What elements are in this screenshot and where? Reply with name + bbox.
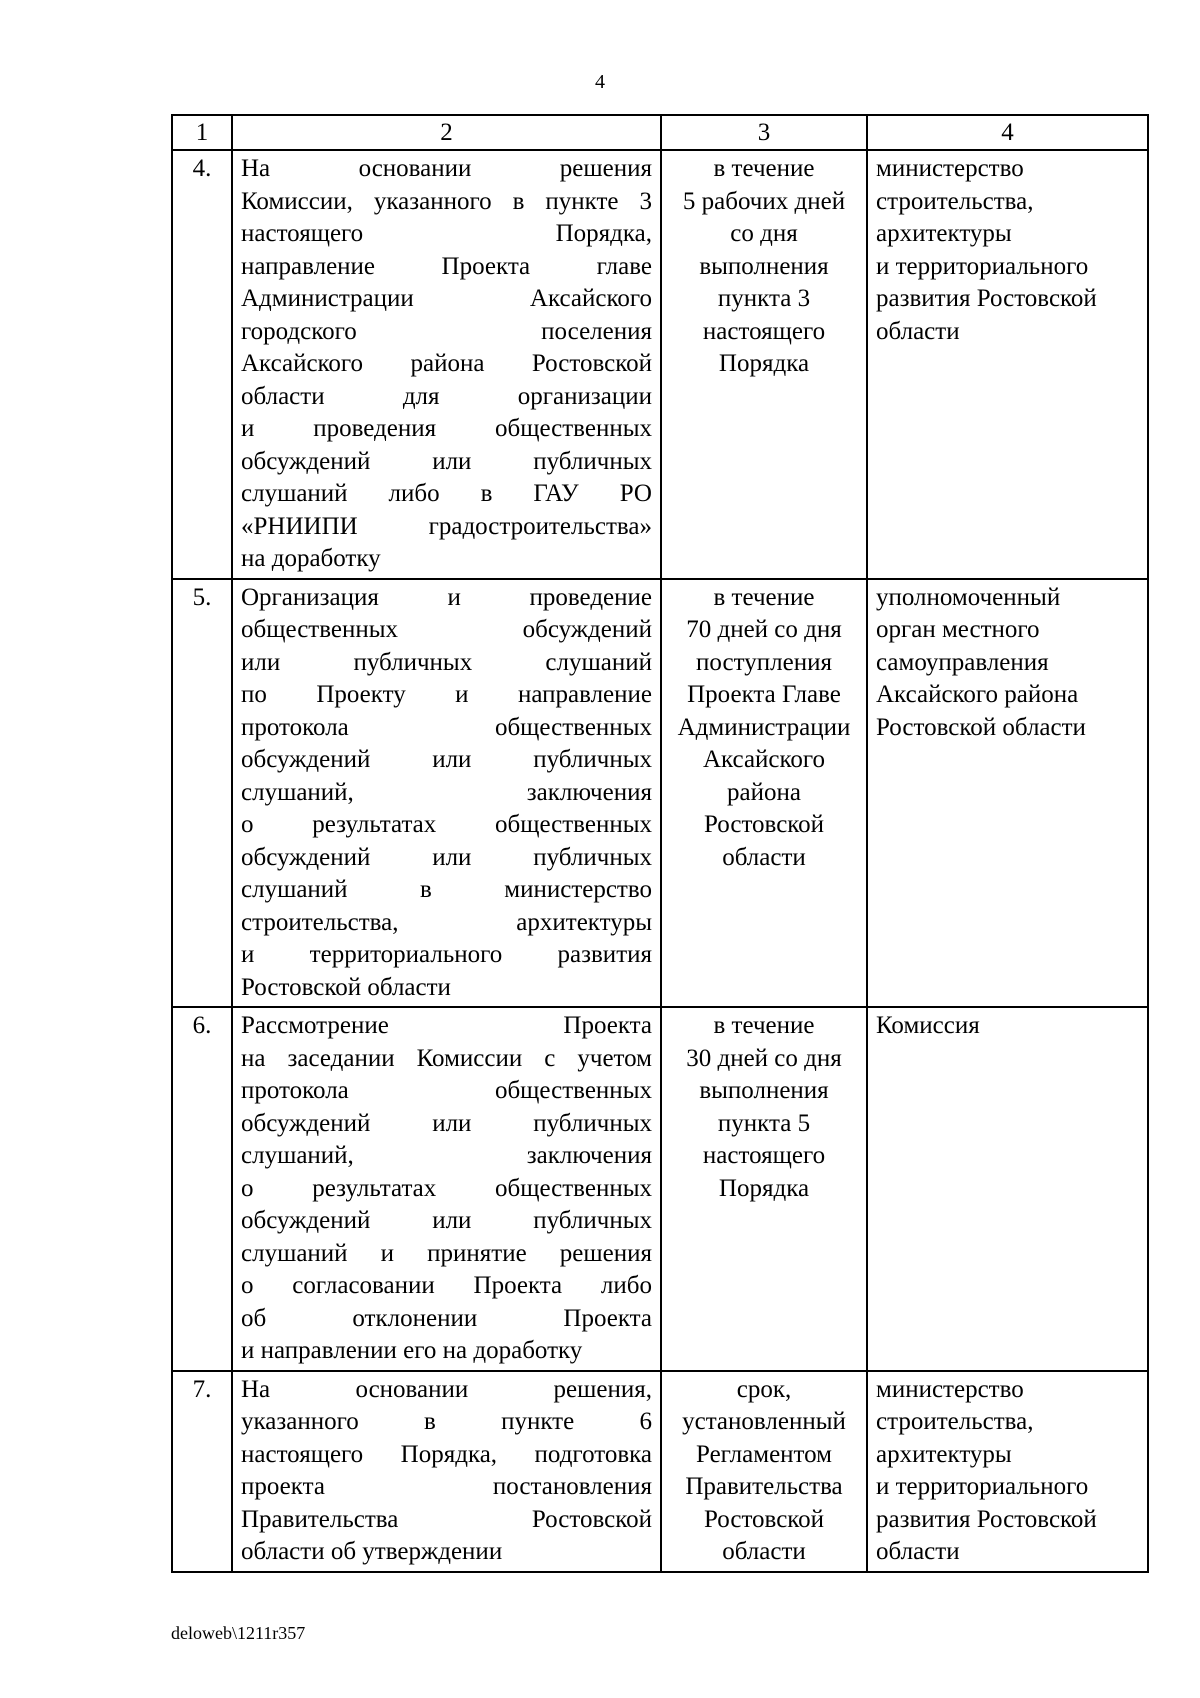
- table-row: [172, 579, 1148, 1008]
- action-description: [232, 1007, 661, 1371]
- deadline-line: Ростовской: [703, 1505, 825, 1533]
- row-number: 5.: [172, 579, 232, 1008]
- description-line: области для организации: [241, 382, 652, 410]
- action-description: [232, 579, 661, 1008]
- responsible-line: развития Ростовской: [876, 1505, 1097, 1533]
- table-row: [172, 1371, 1148, 1572]
- table-header-row: [172, 115, 1148, 150]
- responsible-line: архитектуры: [876, 220, 1012, 247]
- description-line: на заседании Комиссии с учетом: [241, 1044, 652, 1072]
- description-line: области об утверждении: [241, 1538, 503, 1565]
- deadline-cell: [661, 579, 867, 1008]
- description-line: о результатах общественных: [241, 1174, 652, 1202]
- description-line: Правительства Ростовской: [241, 1505, 652, 1533]
- deadline-line: Правительства: [685, 1473, 843, 1500]
- deadline-line: 5 рабочих дней: [682, 187, 846, 215]
- deadline-line: пункта 5: [717, 1109, 811, 1137]
- responsible-cell: [867, 1371, 1148, 1572]
- responsible-line: Ростовской области: [876, 713, 1086, 741]
- description-line: Организация и проведение: [241, 583, 652, 611]
- description-line: и направлении его на доработку: [241, 1337, 583, 1364]
- description-line: Рассмотрение Проекта: [241, 1012, 652, 1039]
- responsible-line: строительства,: [876, 187, 1034, 215]
- deadline-line: выполнения: [699, 252, 829, 280]
- deadline-line: Порядка: [718, 350, 810, 377]
- action-description: [232, 1371, 661, 1572]
- deadline-line: срок,: [736, 1375, 792, 1403]
- procedure-table: [171, 114, 1149, 1573]
- description-line: протокола общественных: [241, 1077, 652, 1104]
- description-line: слушаний, заключения: [241, 778, 652, 806]
- deadline-cell: [661, 150, 867, 579]
- row-number: 7.: [172, 1371, 232, 1572]
- description-line: слушаний в министерство: [241, 876, 652, 903]
- description-line: проекта постановления: [241, 1473, 652, 1500]
- deadline-line: настоящего: [702, 1142, 826, 1169]
- header-col-3: 3: [661, 115, 867, 150]
- description-line: обсуждений или публичных: [241, 1207, 652, 1234]
- deadline-line: области: [722, 1538, 806, 1565]
- deadline-line: Регламентом: [696, 1440, 832, 1468]
- table-body: [172, 150, 1148, 1572]
- deadline-line: области: [722, 843, 806, 871]
- description-line: об отклонении Проекта: [241, 1304, 652, 1332]
- deadline-line: в течение: [713, 155, 815, 182]
- description-line: указанного в пункте 6: [241, 1408, 652, 1435]
- header-col-2: 2: [232, 115, 661, 150]
- deadline-line: Проекта Главе: [687, 681, 841, 708]
- description-line: слушаний, заключения: [241, 1142, 652, 1169]
- description-line: на доработку: [241, 545, 381, 572]
- row-number: 6.: [172, 1007, 232, 1371]
- page-number: 4: [595, 71, 605, 93]
- responsible-line: Комиссия: [876, 1012, 980, 1039]
- deadline-line: Ростовской: [703, 811, 825, 838]
- responsible-line: области: [876, 1538, 960, 1565]
- description-line: по Проекту и направление: [241, 681, 652, 708]
- description-line: и проведения общественных: [241, 415, 652, 442]
- description-line: Ростовской области: [241, 973, 451, 1001]
- description-line: настоящего Порядка,: [241, 220, 652, 247]
- responsible-cell: [867, 1007, 1148, 1371]
- footer-doc-id: deloweb\1211r357: [171, 1623, 306, 1643]
- responsible-line: архитектуры: [876, 1440, 1012, 1468]
- description-line: общественных обсуждений: [241, 616, 652, 643]
- deadline-line: выполнения: [699, 1077, 829, 1104]
- responsible-line: орган местного: [876, 616, 1040, 643]
- table-row: [172, 150, 1148, 579]
- deadline-line: в течение: [713, 1012, 815, 1039]
- responsible-cell: [867, 579, 1148, 1008]
- description-line: обсуждений или публичных: [241, 1109, 652, 1137]
- responsible-line: строительства,: [876, 1408, 1034, 1435]
- description-line: обсуждений или публичных: [241, 843, 652, 871]
- description-line: о результатах общественных: [241, 811, 652, 838]
- deadline-cell: [661, 1007, 867, 1371]
- description-line: «РНИИПИ градостроительства»: [241, 512, 652, 540]
- deadline-cell: [661, 1371, 867, 1572]
- responsible-line: уполномоченный: [876, 583, 1061, 611]
- deadline-line: пункта 3: [717, 285, 811, 312]
- responsible-line: Аксайского района: [876, 681, 1079, 708]
- responsible-line: области: [876, 317, 960, 345]
- header-col-1: 1: [172, 115, 232, 150]
- deadline-line: в течение: [713, 583, 815, 611]
- responsible-line: министерство: [876, 155, 1024, 182]
- description-line: обсуждений или публичных: [241, 447, 652, 475]
- description-line: настоящего Порядка, подготовка: [241, 1440, 652, 1468]
- description-line: или публичных слушаний: [241, 648, 652, 676]
- deadline-line: Администрации: [677, 713, 851, 741]
- description-line: слушаний и принятие решения: [241, 1239, 652, 1267]
- description-line: направление Проекта главе: [241, 252, 652, 280]
- description-line: На основании решения: [241, 155, 652, 182]
- description-line: городского поселения: [241, 317, 652, 345]
- description-line: обсуждений или публичных: [241, 746, 652, 773]
- table-row: [172, 1007, 1148, 1371]
- description-line: о согласовании Проекта либо: [241, 1272, 652, 1299]
- responsible-line: и территориального: [876, 252, 1089, 280]
- description-line: слушаний либо в ГАУ РО: [241, 480, 652, 507]
- responsible-line: министерство: [876, 1375, 1024, 1403]
- deadline-line: со дня: [730, 220, 798, 247]
- description-line: строительства, архитектуры: [241, 908, 652, 936]
- deadline-line: Аксайского: [702, 746, 826, 773]
- deadline-line: поступления: [696, 648, 832, 676]
- description-line: протокола общественных: [241, 713, 652, 741]
- deadline-line: 70 дней со дня: [686, 616, 842, 643]
- description-line: Администрации Аксайского: [241, 285, 652, 312]
- description-line: Комиссии, указанного в пункте 3: [241, 187, 652, 215]
- row-number: 4.: [172, 150, 232, 579]
- deadline-line: 30 дней со дня: [686, 1044, 842, 1072]
- responsible-line: и территориального: [876, 1473, 1089, 1500]
- responsible-line: развития Ростовской: [876, 285, 1097, 312]
- responsible-line: самоуправления: [876, 648, 1049, 676]
- description-line: Аксайского района Ростовской: [241, 350, 652, 377]
- action-description: [232, 150, 661, 579]
- responsible-cell: [867, 150, 1148, 579]
- deadline-line: района: [727, 778, 801, 806]
- description-line: На основании решения,: [241, 1375, 652, 1403]
- deadline-line: настоящего: [702, 317, 826, 345]
- header-col-4: 4: [867, 115, 1148, 150]
- description-line: и территориального развития: [241, 941, 652, 968]
- deadline-line: Порядка: [718, 1174, 810, 1202]
- deadline-line: установленный: [682, 1408, 846, 1435]
